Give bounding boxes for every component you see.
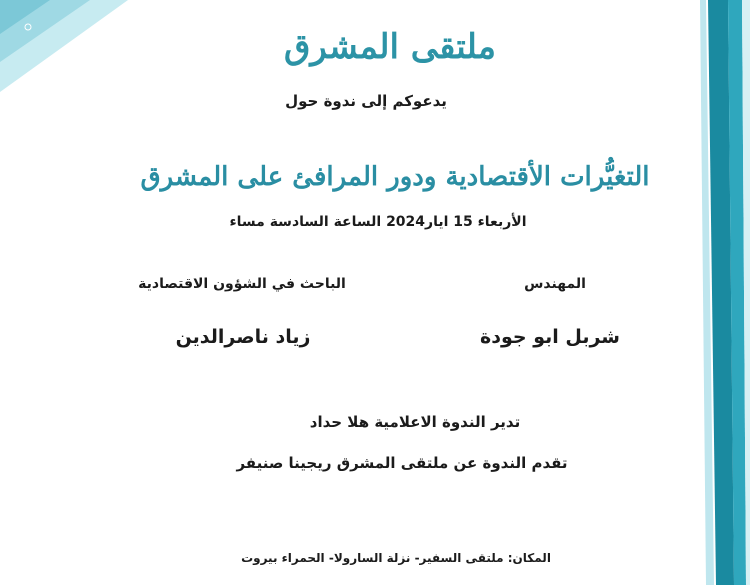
side-decoration-stripes	[700, 0, 750, 585]
organization-name: ملتقى المشرق	[283, 27, 497, 67]
speaker-2-title: الباحث في الشؤون الاقتصادية	[138, 276, 346, 292]
venue-line: المكان: ملتقى السفير- نزلة السارولا- الحمراء بيروت	[241, 551, 551, 565]
presenter-line: تقدم الندوة عن ملتقى المشرق ريجينا صنيفر	[236, 454, 568, 472]
speaker-1-title: المهندس	[524, 276, 586, 292]
corner-decoration	[0, 0, 130, 95]
speaker-2-name: زياد ناصرالدين	[175, 326, 311, 348]
event-datetime: الأربعاء 15 ايار2024 الساعة السادسة مساء	[229, 214, 527, 230]
event-title: التغيُّرات الأقتصادية ودور المرافئ على المشرق	[140, 162, 650, 192]
speaker-1-name: شربل ابو جودة	[480, 326, 620, 348]
moderator-line: تدير الندوة الاعلامية هلا حداد	[309, 413, 521, 431]
invitation-line: يدعوكم إلى ندوة حول	[285, 92, 447, 110]
